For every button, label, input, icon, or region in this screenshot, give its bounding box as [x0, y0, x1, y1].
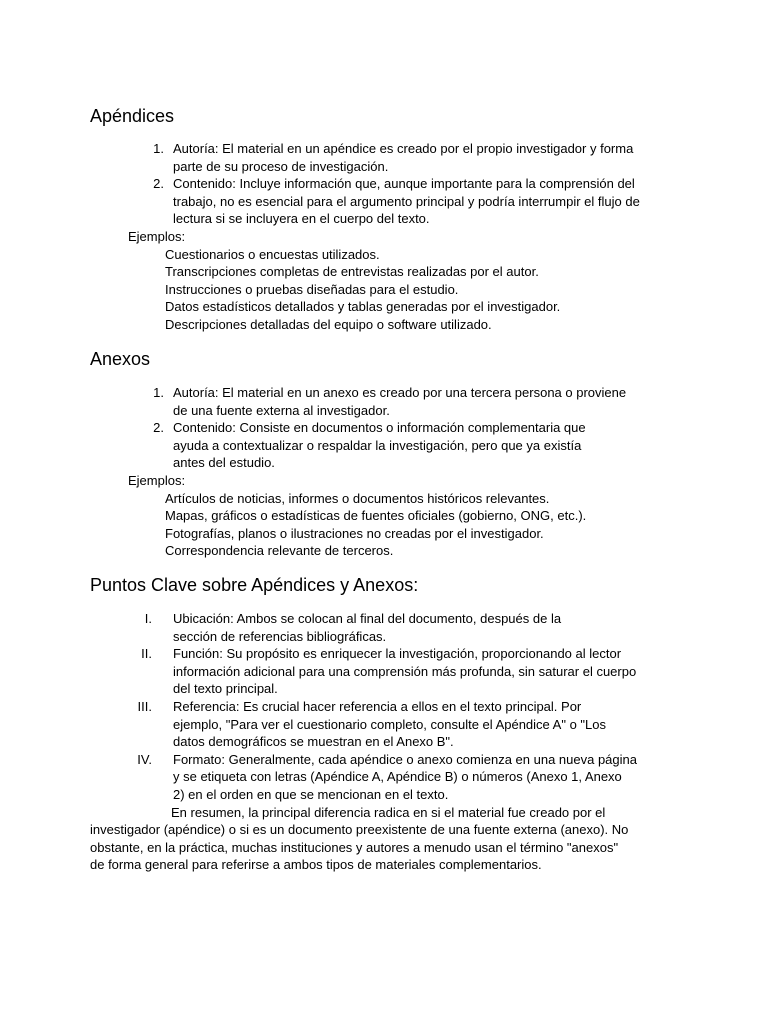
list-item-line: ayuda a contextualizar o respaldar la investigación, pero que ya existía	[173, 437, 582, 453]
list-item-line: Autoría: El material en un anexo es creado por una tercera persona o proviene	[173, 385, 627, 400]
list-item-line: lectura si se incluyera en el cuerpo del texto.	[173, 211, 430, 227]
list-number: IV.	[137, 751, 152, 767]
list-item-line: del texto principal.	[173, 681, 278, 697]
list-item-line: 2) en el orden en que se mencionan en el texto.	[173, 787, 449, 802]
list-item-line: y se etiqueta con letras (Apéndice A, Apéndice B) o números (Anexo 1, Anexo	[173, 769, 622, 785]
example-item: Descripciones detalladas del equipo o software utilizado.	[165, 317, 492, 332]
list-number: 1.	[153, 141, 164, 156]
list-item-line: Formato: Generalmente, cada apéndice o anexo comienza en una nueva página	[173, 751, 637, 767]
example-item: Fotografías, planos o ilustraciones no creadas por el investigador.	[165, 525, 544, 541]
list-number: 2.	[153, 176, 164, 192]
list-item-line: Autoría: El material en un apéndice es creado por el propio investigador y forma	[173, 141, 634, 156]
example-item: Datos estadísticos detallados y tablas generadas por el investigador.	[165, 299, 561, 315]
list-item-line: ejemplo, "Para ver el cuestionario completo, consulte el Apéndice A" o "Los	[173, 716, 606, 732]
list-item-line: Ubicación: Ambos se colocan al final del documento, después de la	[173, 611, 562, 626]
list-number: I.	[144, 611, 152, 626]
summary-line: En resumen, la principal diferencia radica en si el material fue creado por el	[171, 804, 606, 820]
list-item-line: de una fuente externa al investigador.	[173, 402, 390, 418]
examples-label: Ejemplos:	[128, 229, 186, 244]
list-number: II.	[141, 646, 152, 662]
example-item: Correspondencia relevante de terceros.	[165, 543, 394, 559]
example-item: Mapas, gráficos o estadísticas de fuentes oficiales (gobierno, ONG, etc.).	[165, 508, 587, 524]
list-number: 1.	[153, 385, 164, 400]
summary-line: obstante, en la práctica, muchas instituciones y autores a menudo usan el término "anexos"	[90, 839, 619, 855]
list-number: III.	[137, 699, 152, 714]
heading-apendices: Apéndices	[90, 106, 175, 126]
examples-label: Ejemplos:	[128, 473, 186, 488]
list-item-line: parte de su proceso de investigación.	[173, 158, 389, 174]
list-item-line: Función: Su propósito es enriquecer la investigación, proporcionando al lector	[173, 646, 622, 662]
example-item: Artículos de noticias, informes o documentos históricos relevantes.	[165, 490, 550, 506]
list-item-line: información adicional para una comprensión más profunda, sin saturar el cuerpo	[173, 663, 637, 679]
example-item: Instrucciones o pruebas diseñadas para el estudio.	[165, 281, 459, 297]
list-item-line: Contenido: Incluye información que, aunque importante para la comprensión del	[173, 176, 635, 192]
example-item: Transcripciones completas de entrevistas realizadas por el autor.	[165, 264, 539, 280]
summary-line: de forma general para referirse a ambos tipos de materiales complementarios.	[90, 857, 542, 873]
list-item-line: sección de referencias bibliográficas.	[173, 628, 387, 644]
list-item-line: datos demográficos se muestran en el Anexo B".	[173, 734, 454, 750]
list-item-line: trabajo, no es esencial para el argumento principal y podría interrumpir el flujo de	[173, 193, 640, 209]
list-number: 2.	[153, 420, 164, 436]
list-item-line: antes del estudio.	[173, 455, 275, 471]
heading-anexos: Anexos	[90, 349, 151, 369]
heading-puntos-clave: Puntos Clave sobre Apéndices y Anexos:	[90, 575, 419, 595]
summary-line: investigador (apéndice) o si es un documento preexistente de una fuente externa (anexo). No	[90, 822, 629, 838]
list-item-line: Contenido: Consiste en documentos o información complementaria que	[173, 420, 586, 436]
example-item: Cuestionarios o encuestas utilizados.	[165, 246, 380, 262]
list-item-line: Referencia: Es crucial hacer referencia a ellos en el texto principal. Por	[173, 699, 582, 714]
